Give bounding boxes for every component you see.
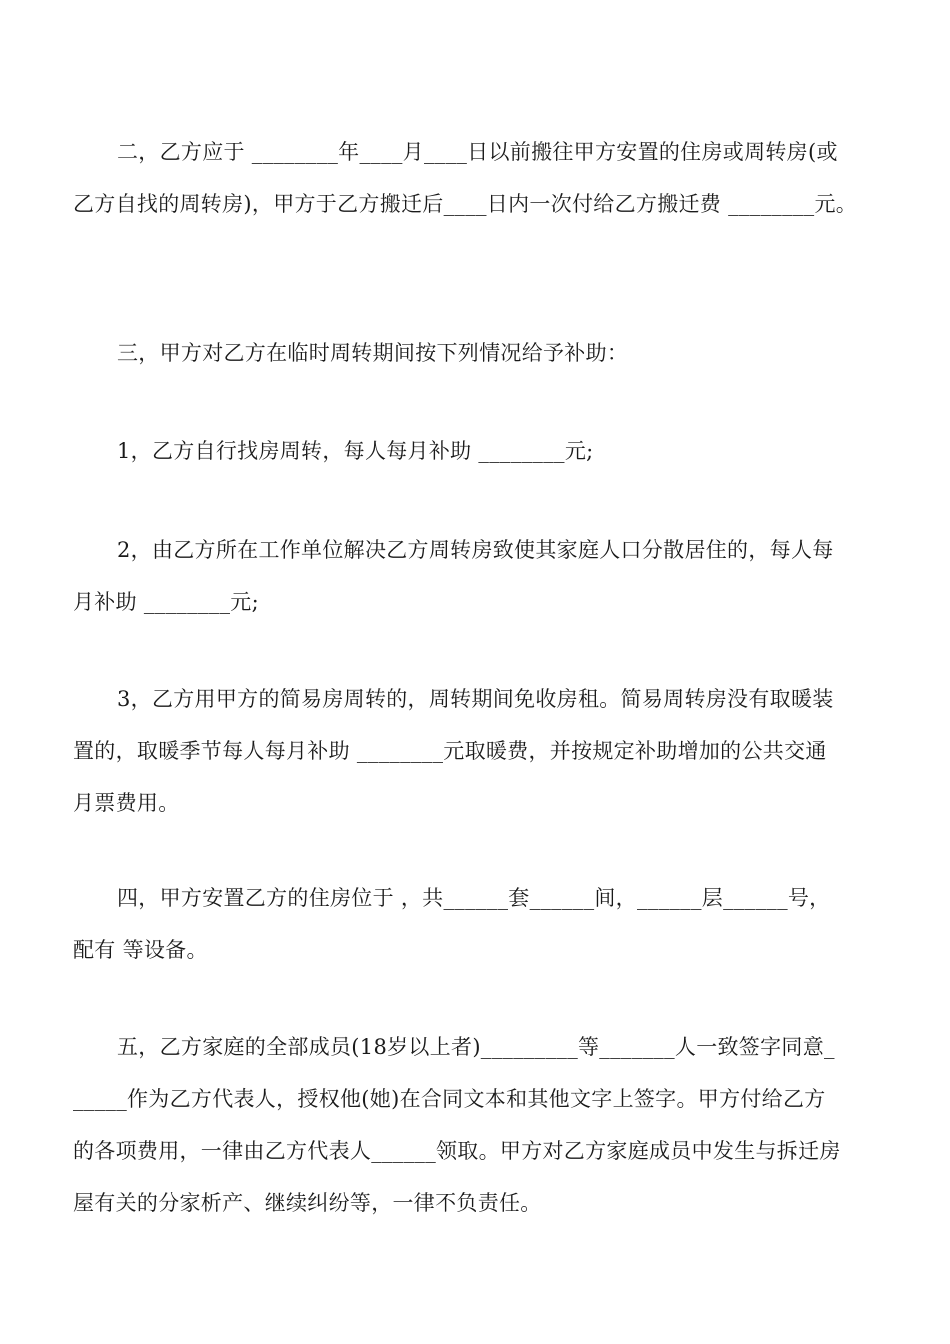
clause-4-paragraph [73,884,881,965]
clause-3-item-2-line-2: 月补助 ________元; [73,590,259,614]
clause-2-line-2: 乙方自找的周转房)，甲方于乙方搬迁后____日内一次付给乙方搬迁费 ________元。 [73,192,858,216]
clause-2-paragraph [73,138,881,219]
clause-4-line-2: 配有 等设备。 [73,938,208,962]
clause-5-line-3: 的各项费用，一律由乙方代表人______领取。甲方对乙方家庭成员中发生与拆迁房 [73,1139,841,1163]
clause-3-item-3-line-2: 置的，取暖季节每人每月补助 ________元取暖费，并按规定补助增加的公共交通 [73,739,827,763]
clause-5-paragraph [73,1033,881,1218]
clause-3-item-2-paragraph [73,536,881,617]
clause-3-line-1: 三，甲方对乙方在临时周转期间按下列情况给予补助： [117,341,629,365]
clause-3-item-3-paragraph [73,685,881,818]
clause-3-item-3-line-3: 月票费用。 [73,791,180,815]
clause-5-line-4: 屋有关的分家析产、继续纠纷等，一律不负责任。 [73,1191,542,1215]
clause-3-paragraph [73,339,881,368]
clause-3-item-2-line-1: 2，由乙方所在工作单位解决乙方周转房致使其家庭人口分散居住的，每人每 [117,538,834,562]
clause-5-line-1: 五，乙方家庭的全部成员(18岁以上者)_________等_______人一致签字同意_ [117,1035,835,1059]
clause-3-item-1-line-1: 1，乙方自行找房周转，每人每月补助 ________元; [117,439,594,463]
clause-3-item-3-line-1: 3，乙方用甲方的简易房周转的，周转期间免收房租。简易周转房没有取暖装 [117,687,834,711]
clause-2-line-1: 二，乙方应于 ________年____月____日以前搬往甲方安置的住房或周转房(或 [117,140,838,164]
clause-4-line-1: 四，甲方安置乙方的住房位于 ，共______套______间，______层______号， [117,886,831,910]
clause-3-item-1-paragraph [73,437,881,466]
clause-5-line-2: _____作为乙方代表人，授权他(她)在合同文本和其他文字上签字。甲方付给乙方 [73,1087,826,1111]
